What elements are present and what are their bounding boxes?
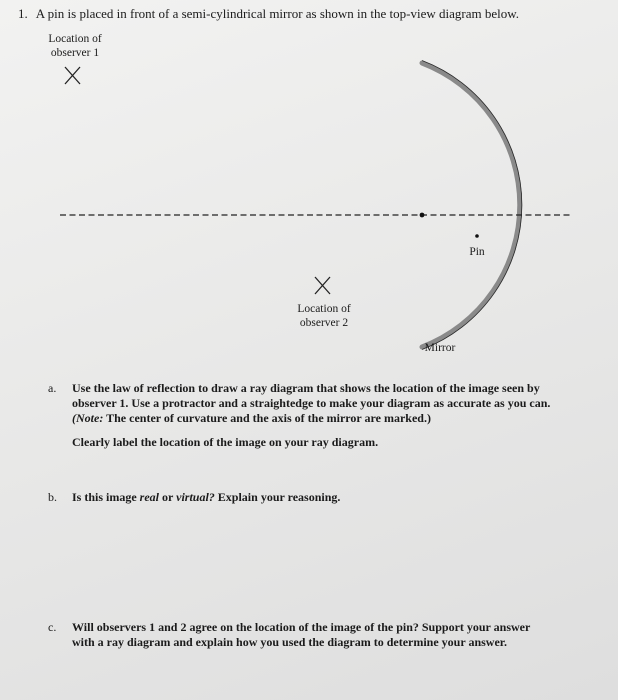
- part-a-line4: Clearly label the location of the image on your ray diagram.: [72, 435, 379, 449]
- part-a-note-label: (Note:: [72, 411, 104, 425]
- part-b-text-after: Explain your reasoning.: [214, 490, 341, 504]
- observer-1-label-line1: Location of: [48, 33, 102, 45]
- part-a-note: [72, 411, 608, 426]
- observer-2-label-line2: observer 2: [299, 317, 349, 329]
- part-b-text: [72, 490, 608, 505]
- pin-label: Pin: [469, 246, 485, 258]
- part-b-virtual: virtual?: [176, 490, 215, 504]
- part-c-line2: with a ray diagram and explain how you used the diagram to determine your answer.: [72, 635, 508, 649]
- part-b-letter: b.: [48, 490, 57, 504]
- center-of-curvature-dot: [420, 213, 425, 218]
- observer-2-x-icon: [315, 277, 330, 294]
- observer-2-label-line1: Location of: [297, 303, 351, 315]
- part-a-letter: a.: [48, 381, 57, 395]
- pin-dot: [475, 234, 479, 238]
- part-c: [48, 620, 608, 650]
- part-c-letter: c.: [48, 620, 57, 634]
- part-a-line1: Use the law of reflection to draw a ray diagram that shows the location of the image seen by: [72, 381, 540, 395]
- part-c-line1: Will observers 1 and 2 agree on the location of the image of the pin? Support your answer: [72, 620, 531, 634]
- observer-1-label-line2: observer 1: [50, 47, 100, 59]
- part-b-real: real: [139, 490, 160, 504]
- part-a: [48, 381, 608, 450]
- observer-1-x-icon: [65, 67, 80, 84]
- question-prompt: A pin is placed in front of a semi-cylindrical mirror as shown in the top-view diagram below.: [35, 6, 520, 21]
- part-a-note-text: The center of curvature and the axis of the mirror are marked.): [103, 411, 431, 425]
- observer-1-label: [40, 32, 110, 60]
- mirror-arc: [422, 63, 520, 347]
- part-b: [48, 490, 608, 505]
- mirror-label: Mirror: [424, 342, 456, 354]
- mirror-arc-edge: [422, 61, 522, 350]
- question-number: 1.: [18, 6, 28, 21]
- observer-2-label: [285, 302, 363, 330]
- part-a-line2: observer 1. Use a protractor and a straightedge to make your diagram as accurate as you can.: [72, 396, 551, 410]
- part-b-text-before: Is this image: [72, 490, 140, 504]
- part-b-or: or: [159, 490, 177, 504]
